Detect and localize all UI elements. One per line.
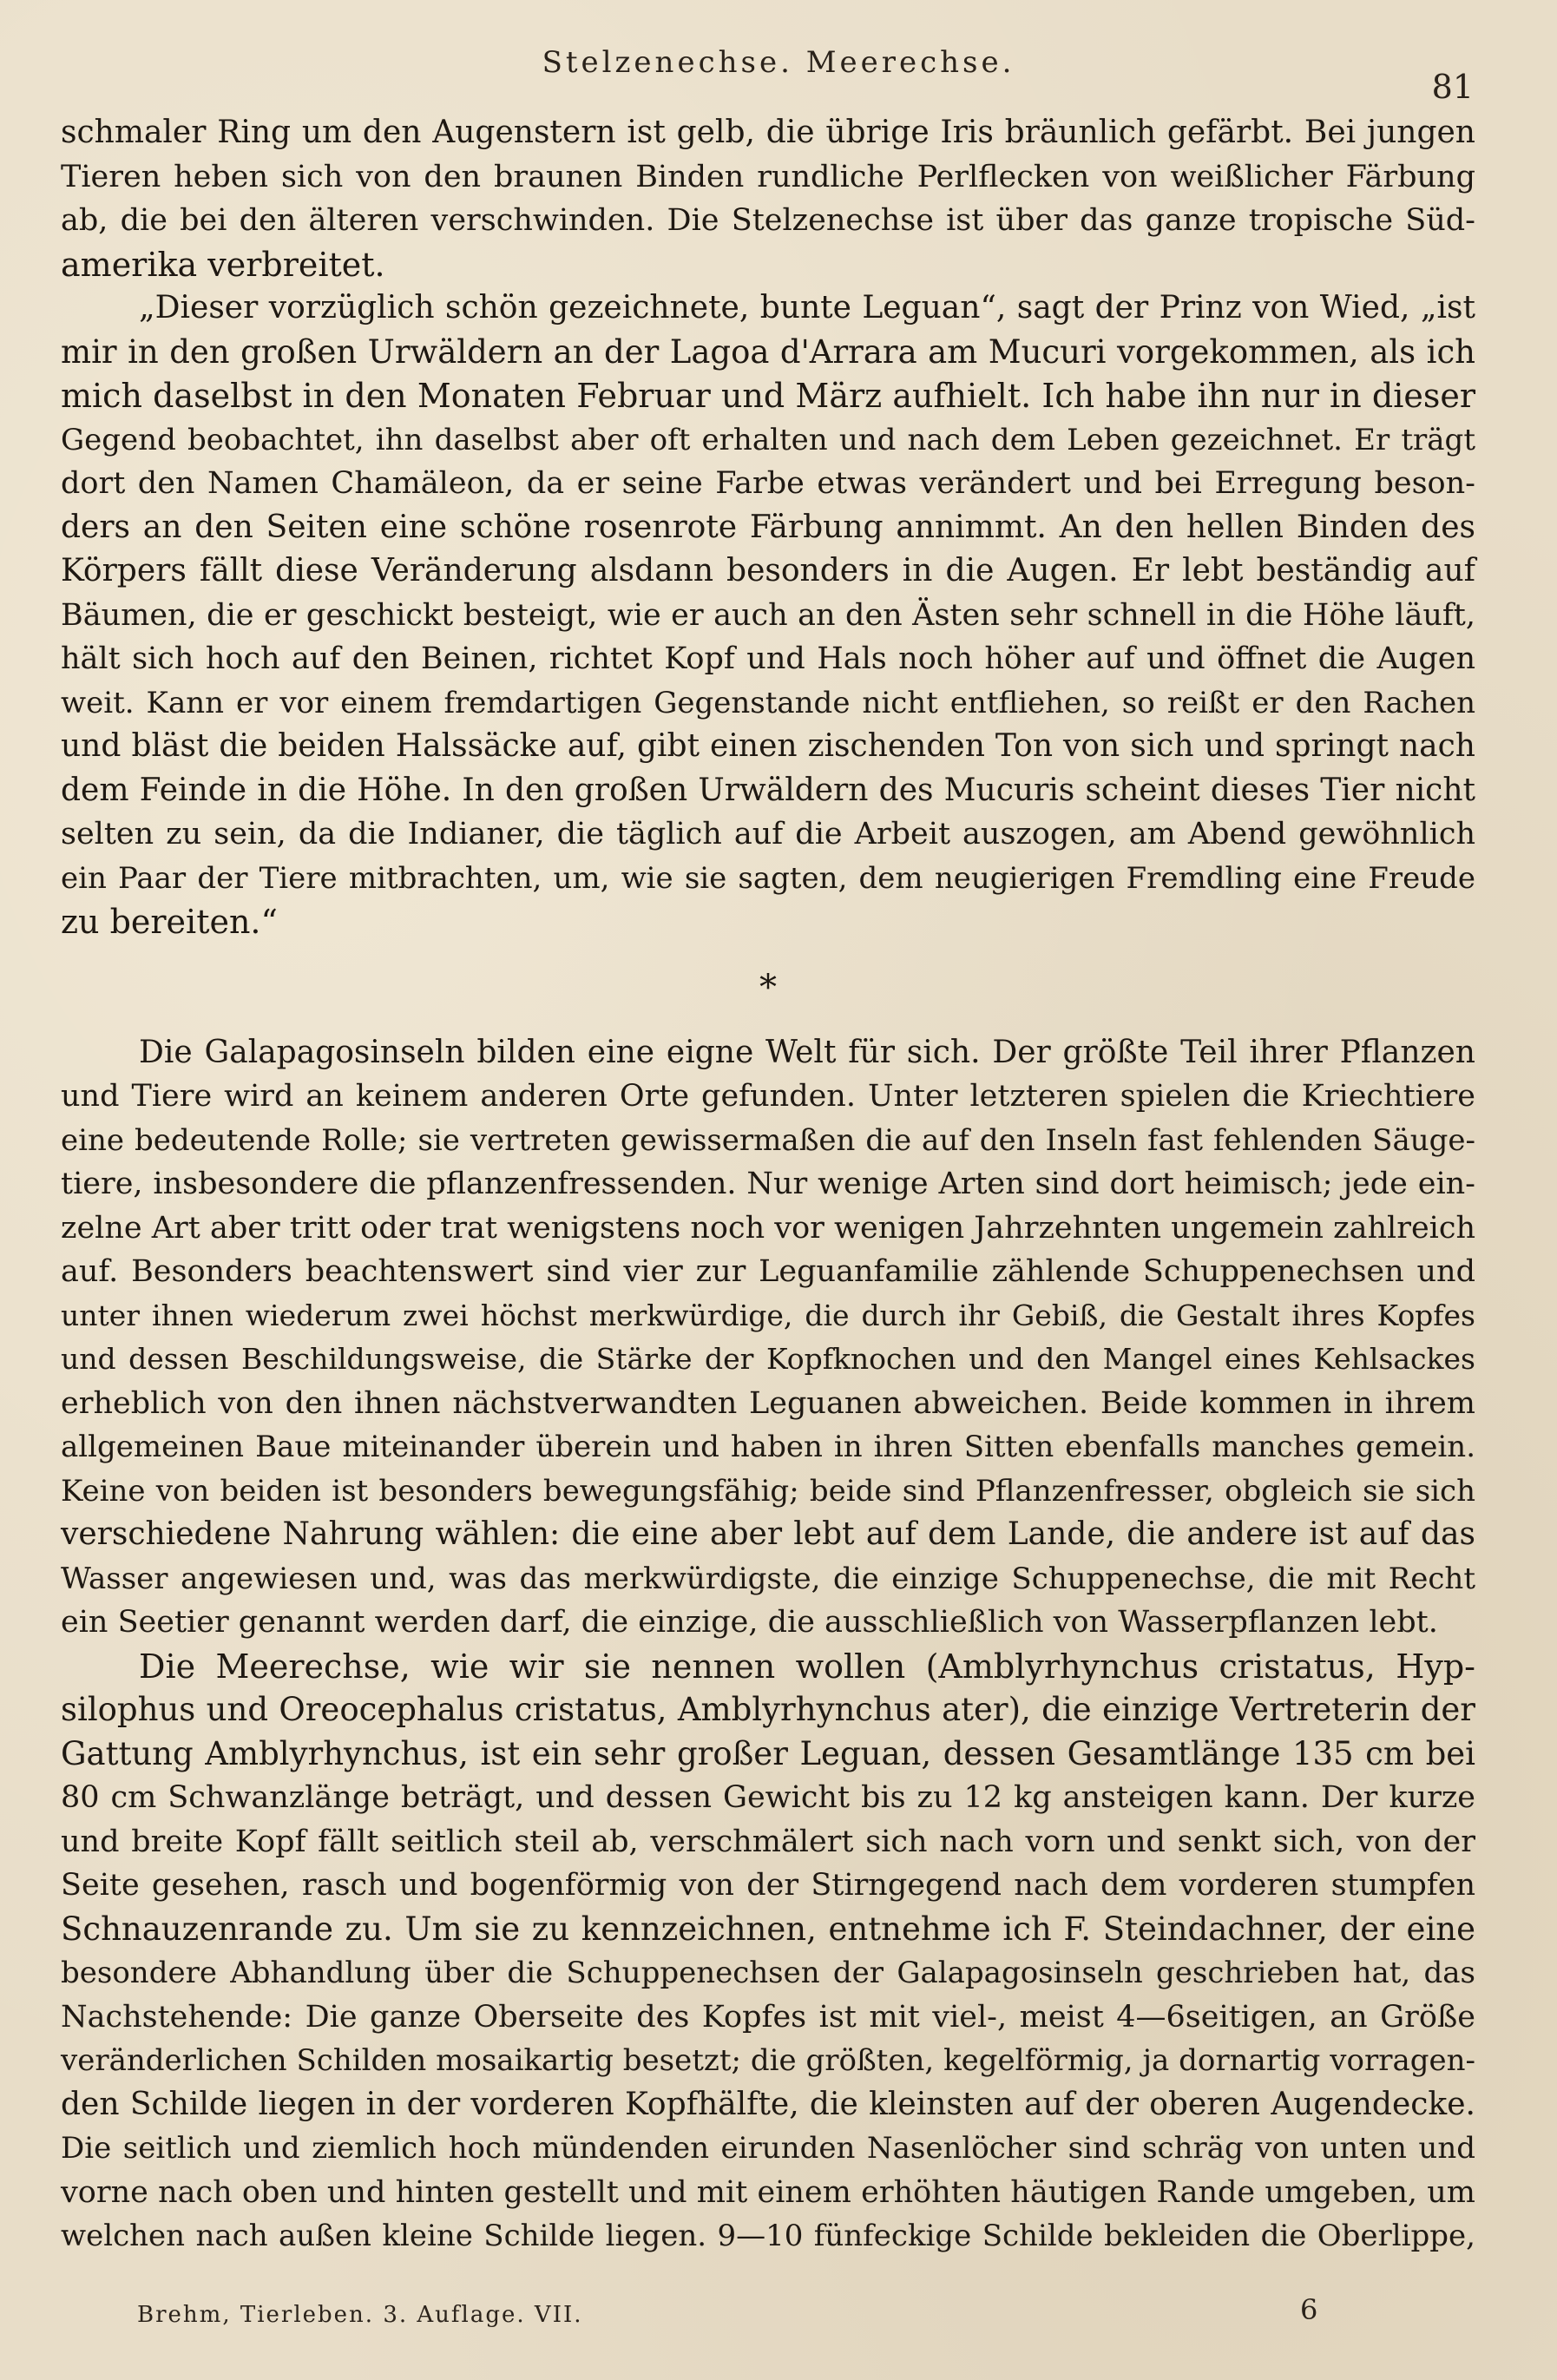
signature-mark: 6 xyxy=(1300,2293,1318,2326)
text-line: den Schilde liegen in der vorderen Kopfhälfte, die kleinsten auf der oberen Augendecke. xyxy=(61,2086,1475,2122)
text-line: ab, die bei den älteren verschwinden. Die Stelzenechse ist über das ganze tropische Süd- xyxy=(61,203,1475,238)
text-line: amerika verbreitet. xyxy=(61,245,385,284)
text-line: Gegend beobachtet, ihn daselbst aber oft erhalten und nach dem Leben gezeichnet. Er trägt xyxy=(61,422,1475,457)
text-line: mir in den großen Urwäldern an der Lagoa d'Arrara am Mucuri vorgekommen, als ich xyxy=(61,332,1475,371)
text-line: eine bedeutende Rolle; sie vertreten gewissermaßen die auf den Inseln fast fehlenden Säuge- xyxy=(61,1122,1475,1158)
text-line: besondere Abhandlung über die Schuppenechsen der Galapagosinseln geschrieben hat, das xyxy=(61,1956,1475,1990)
body-text xyxy=(61,111,1475,2258)
running-header: Stelzenechse. Meerechse. xyxy=(542,45,1015,80)
text-line: und bläst die beiden Halssäcke auf, gibt einen zischenden Ton von sich und springt nach xyxy=(61,728,1475,764)
text-line: veränderlichen Schilden mosaikartig besetzt; die größten, kegelförmig, ja dornartig vorragen- xyxy=(61,2043,1475,2078)
text-line: Nachstehende: Die ganze Oberseite des Kopfes ist mit viel-, meist 4—6seitigen, an Größe xyxy=(61,1999,1475,2035)
text-line: Bäumen, die er geschickt besteigt, wie er auch an den Ästen sehr schnell in die Höhe läuft, xyxy=(61,597,1475,633)
text-line: dem Feinde in die Höhe. In den großen Urwäldern des Mucuris scheint dieses Tier nicht xyxy=(61,772,1475,808)
text-line: und Tiere wird an keinem anderen Orte gefunden. Unter letzteren spielen die Kriechtiere xyxy=(61,1079,1475,1114)
text-line: und dessen Beschildungsweise, die Stärke der Kopfknochen und den Mangel eines Kehlsackes xyxy=(61,1342,1475,1376)
text-line: und breite Kopf fällt seitlich steil ab, verschmälert sich nach vorn und senkt sich, von der xyxy=(61,1824,1475,1859)
text-line: Die Galapagosinseln bilden eine eigne Welt für sich. Der größte Teil ihrer Pflanzen xyxy=(139,1034,1475,1070)
text-line: Schnauzenrande zu. Um sie zu kennzeichnen, entnehme ich F. Steindachner, der eine xyxy=(61,1910,1475,1948)
text-line: ders an den Seiten eine schöne rosenrote Färbung annimmt. An den hellen Binden des xyxy=(61,509,1475,545)
text-line: mich daselbst in den Monaten Februar und März aufhielt. Ich habe ihn nur in dieser xyxy=(61,377,1475,415)
footer-imprint: Brehm, Tierleben. 3. Auflage. VII. xyxy=(137,2302,583,2328)
text-line: 80 cm Schwanzlänge beträgt, und dessen Gewicht bis zu 12 kg ansteigen kann. Der kurze xyxy=(61,1780,1475,1815)
text-line: auf. Besonders beachtenswert sind vier zur Leguanfamilie zählende Schuppenechsen und xyxy=(61,1254,1475,1289)
text-line: Die Meerechse, wie wir sie nennen wollen (Amblyrhynchus cristatus, Hyp- xyxy=(139,1647,1475,1686)
text-line: Körpers fällt diese Veränderung alsdann besonders in die Augen. Er lebt beständig auf xyxy=(61,553,1475,588)
text-line: tiere, insbesondere die pflanzenfressenden. Nur wenige Arten sind dort heimisch; jede ein- xyxy=(61,1167,1475,1201)
text-line: ein Seetier genannt werden darf, die einzige, die ausschließlich von Wasserpflanzen lebt. xyxy=(61,1605,1438,1640)
text-line: erheblich von den ihnen nächstverwandten Leguanen abweichen. Beide kommen in ihrem xyxy=(61,1385,1475,1421)
text-line: vorne nach oben und hinten gestellt und mit einem erhöhten häutigen Rande umgeben, um xyxy=(61,2174,1475,2210)
text-line: „Dieser vorzüglich schön gezeichnete, bunte Leguan“, sagt der Prinz von Wied, „ist xyxy=(139,290,1475,325)
section-separator: * xyxy=(759,967,777,1008)
text-line: Tieren heben sich von den braunen Binden rundliche Perlflecken von weißlicher Färbung xyxy=(61,159,1475,194)
text-line: Wasser angewiesen und, was das merkwürdigste, die einzige Schuppenechse, die mit Recht xyxy=(61,1561,1475,1596)
text-line: ein Paar der Tiere mitbrachten, um, wie sie sagten, dem neugierigen Fremdling eine Freude xyxy=(61,860,1475,896)
text-line: hält sich hoch auf den Beinen, richtet Kopf und Hals noch höher auf und öffnet die Augen xyxy=(61,641,1475,676)
text-line: Die seitlich und ziemlich hoch mündenden eirunden Nasenlöcher sind schräg von unten und xyxy=(61,2131,1475,2166)
text-line: Seite gesehen, rasch und bogenförmig von der Stirngegend nach dem vorderen stumpfen xyxy=(61,1868,1475,1903)
text-line: zu bereiten.“ xyxy=(61,903,278,941)
text-line: unter ihnen wiederum zwei höchst merkwürdige, die durch ihr Gebiß, die Gestalt ihres Kopfes xyxy=(61,1298,1475,1332)
text-line: zelne Art aber tritt oder trat wenigstens noch vor wenigen Jahrzehnten ungemein zahlreich xyxy=(61,1210,1475,1246)
text-line: dort den Namen Chamäleon, da er seine Farbe etwas verändert und bei Erregung beson- xyxy=(61,466,1475,501)
text-line: Gattung Amblyrhynchus, ist ein sehr großer Leguan, dessen Gesamtlänge 135 cm bei xyxy=(61,1734,1475,1772)
text-line: silophus und Oreocephalus cristatus, Amblyrhynchus ater), die einzige Vertreterin der xyxy=(61,1691,1475,1728)
text-line: schmaler Ring um den Augenstern ist gelb, die übrige Iris bräunlich gefärbt. Bei jungen xyxy=(61,115,1475,150)
text-line: selten zu sein, da die Indianer, die täglich auf die Arbeit auszogen, am Abend gewöhnlich xyxy=(61,817,1475,851)
text-line: Keine von beiden ist besonders bewegungsfähig; beide sind Pflanzenfresser, obgleich sie sich xyxy=(61,1473,1475,1509)
page-number: 81 xyxy=(1431,68,1474,106)
text-line: weit. Kann er vor einem fremdartigen Gegenstande nicht entfliehen, so reißt er den Rachen xyxy=(61,685,1475,720)
text-line: welchen nach außen kleine Schilde liegen. 9—10 fünfeckige Schilde bekleiden die Oberlippe, xyxy=(61,2219,1475,2253)
text-line: verschiedene Nahrung wählen: die eine aber lebt auf dem Lande, die andere ist auf das xyxy=(61,1516,1475,1552)
text-line: allgemeinen Baue miteinander überein und haben in ihren Sitten ebenfalls manches gemein. xyxy=(61,1430,1475,1464)
